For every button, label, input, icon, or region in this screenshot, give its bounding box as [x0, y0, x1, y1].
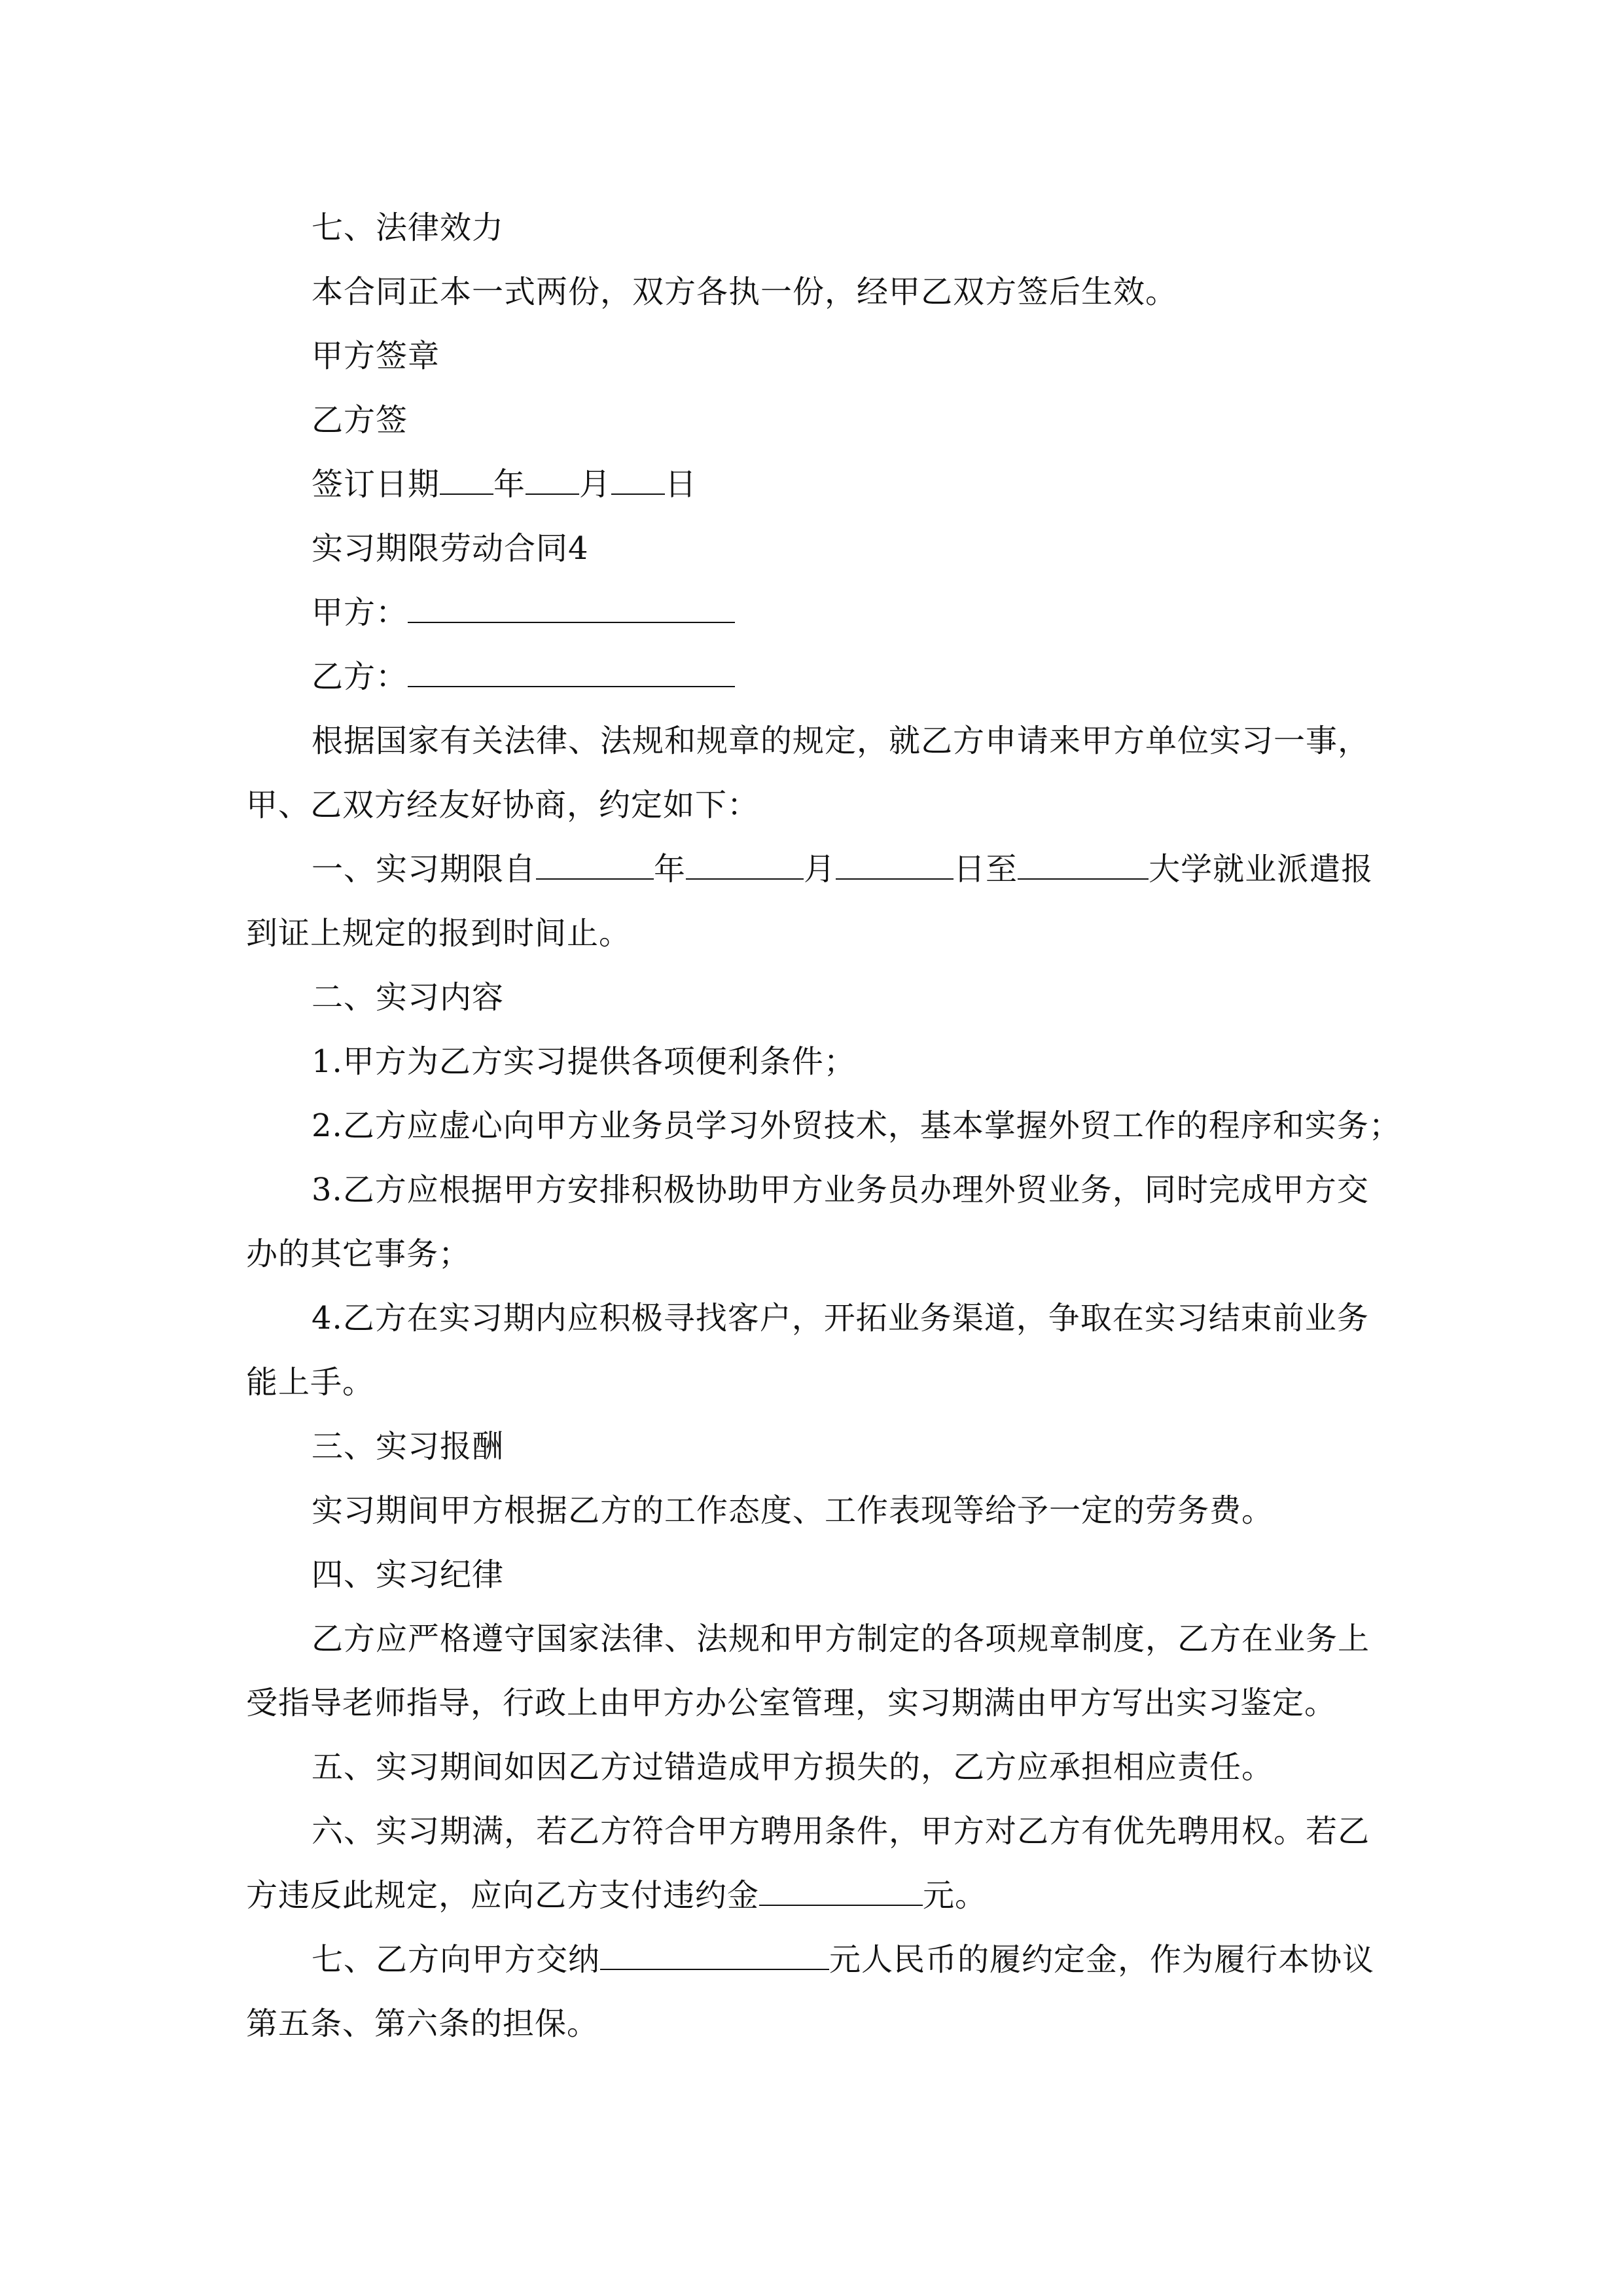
clause-1-suffix: 大学就业派遣报 [1149, 851, 1374, 888]
paragraph-remuneration: 实习期间甲方根据乙方的工作态度、工作表现等给予一定的劳务费。 [312, 1492, 1274, 1529]
signing-date-line [312, 465, 697, 504]
start-month-label: 月 [804, 851, 836, 888]
penalty-amount-blank [759, 1876, 923, 1906]
clause-6-prefix: 方违反此规定，应向乙方支付违约金 [246, 1877, 760, 1914]
paragraph-copies: 本合同正本一式两份，双方各执一份，经甲乙双方签后生效。 [312, 274, 1178, 310]
clause-6-line-2 [246, 1876, 987, 1915]
clause-7-line-1 [312, 1940, 1374, 1979]
month-blank [526, 465, 579, 495]
signing-date-label: 签订日期 [312, 466, 440, 503]
start-year-label: 年 [654, 851, 687, 888]
content-item-3-line-2: 办的其它事务； [246, 1236, 471, 1272]
start-day-blank [836, 850, 954, 880]
party-b-label: 乙方： [312, 658, 408, 695]
party-b-blank [408, 657, 735, 687]
party-b-sign-label: 乙方签 [312, 402, 408, 439]
content-item-2: 2.乙方应虚心向甲方业务员学习外贸技术，基本掌握外贸工作的程序和实务； [312, 1107, 1401, 1144]
contract-title: 实习期限劳动合同4 [312, 530, 589, 567]
year-label: 年 [493, 466, 526, 503]
paragraph-discipline-line-2: 受指导老师指导，行政上由甲方办公室管理，实习期满由甲方写出实习鉴定。 [246, 1685, 1337, 1721]
content-item-3-line-1: 3.乙方应根据甲方安排积极协助甲方业务员办理外贸业务，同时完成甲方交 [312, 1172, 1369, 1208]
start-day-label: 日至 [954, 851, 1018, 888]
content-item-4-line-1: 4.乙方在实习期内应积极寻找客户，开拓业务渠道，争取在实习结束前业务 [312, 1300, 1369, 1336]
clause-1-line-2: 到证上规定的报到时间止。 [246, 915, 632, 952]
paragraph-preamble-line-2: 甲、乙双方经友好协商，约定如下： [246, 787, 760, 823]
section-heading-internship-content: 二、实习内容 [312, 979, 505, 1016]
deposit-amount-blank [600, 1940, 829, 1970]
party-a-seal-label: 甲方签章 [312, 338, 440, 374]
clause-6-line-1: 六、实习期满，若乙方符合甲方聘用条件，甲方对乙方有优先聘用权。若乙 [312, 1813, 1370, 1850]
clause-7-prefix: 七、乙方向甲方交纳 [312, 1941, 601, 1978]
section-heading-remuneration: 三、实习报酬 [312, 1428, 505, 1465]
clause-7-suffix: 元人民币的履约定金，作为履行本协议 [829, 1941, 1375, 1978]
party-a-blank [408, 593, 735, 623]
paragraph-discipline-line-1: 乙方应严格遵守国家法律、法规和甲方制定的各项规章制度，乙方在业务上 [312, 1621, 1370, 1657]
clause-7-line-2: 第五条、第六条的担保。 [246, 2005, 599, 2042]
university-blank [1018, 850, 1149, 880]
clause-1-line-1 [312, 850, 1373, 889]
party-a-label: 甲方： [312, 594, 408, 631]
clause-6-suffix: 元。 [923, 1877, 988, 1914]
content-item-1: 1.甲方为乙方实习提供各项便利条件； [312, 1043, 856, 1080]
start-month-blank [686, 850, 804, 880]
section-heading-discipline: 四、实习纪律 [312, 1556, 505, 1593]
section-heading-legal-effect: 七、法律效力 [312, 209, 505, 246]
party-b-line [312, 657, 735, 696]
party-a-line [312, 593, 735, 632]
content-item-4-line-2: 能上手。 [246, 1364, 375, 1401]
day-label: 日 [665, 466, 698, 503]
paragraph-preamble-line-1: 根据国家有关法律、法规和规章的规定，就乙方申请来甲方单位实习一事， [312, 723, 1370, 759]
clause-5: 五、实习期间如因乙方过错造成甲方损失的，乙方应承担相应责任。 [312, 1749, 1274, 1785]
start-year-blank [536, 850, 654, 880]
month-label: 月 [579, 466, 612, 503]
day-blank [611, 465, 665, 495]
clause-1-prefix: 一、实习期限自 [312, 851, 537, 888]
year-blank [440, 465, 493, 495]
